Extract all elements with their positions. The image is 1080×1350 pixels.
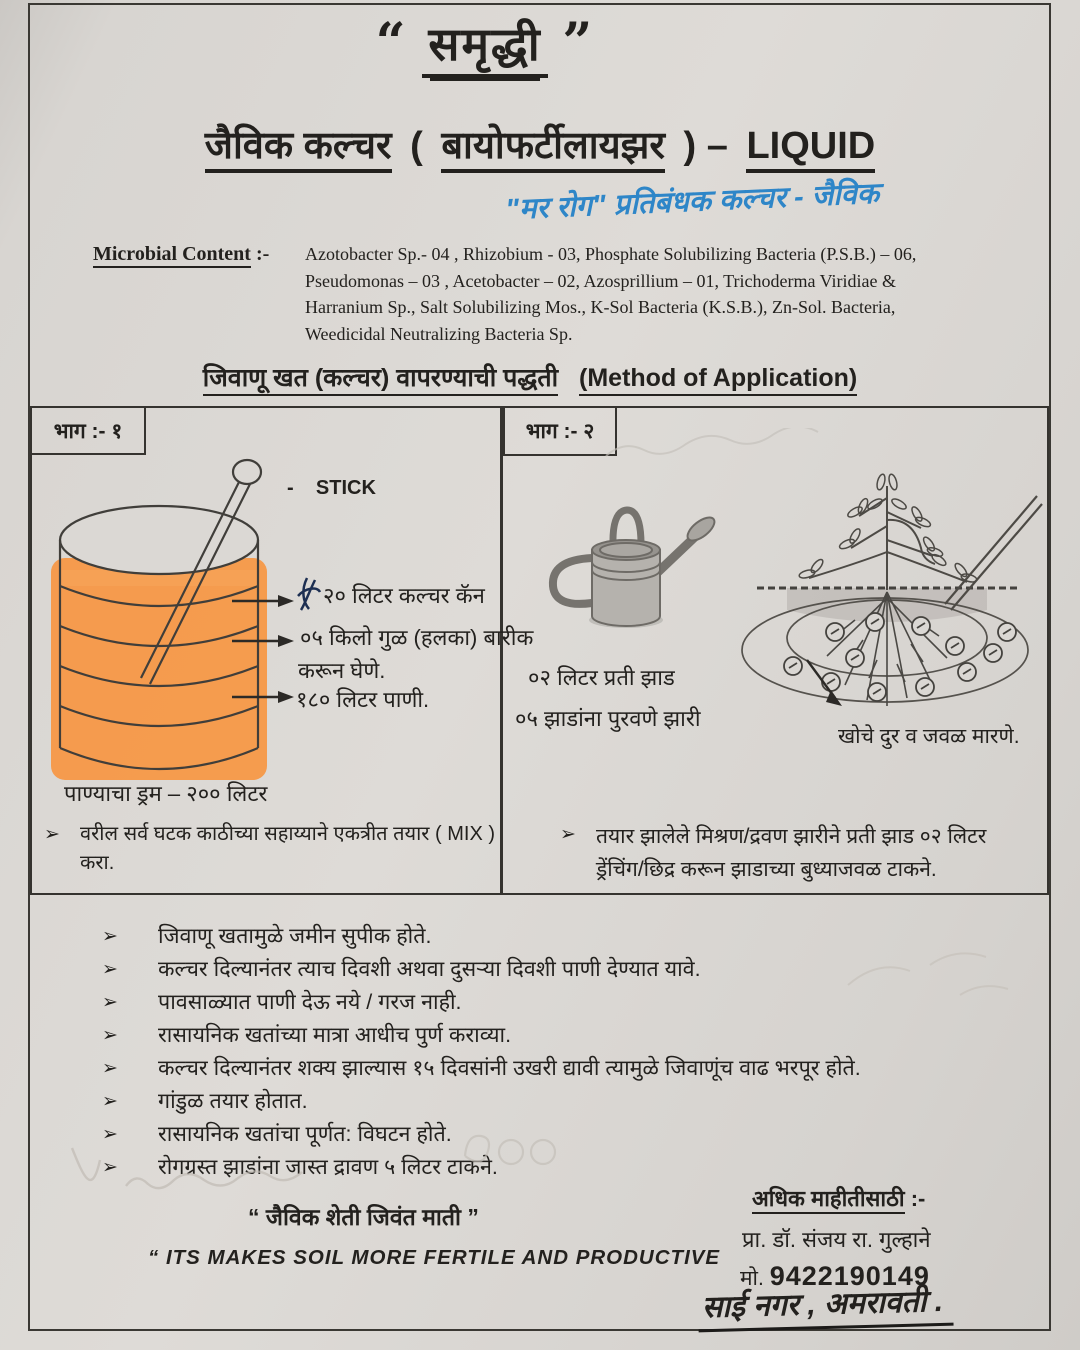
dose-label-can: ०५ झाडांना पुरवणे झारी <box>515 706 701 731</box>
microbial-line: Azotobacter Sp.- 04 , Rhizobium - 03, Phosphate Solubilizing Bacteria (P.S.B.) – 06, <box>305 244 917 264</box>
bullet-arrow-icon: ➢ <box>102 1091 118 1112</box>
orange-highlight <box>51 558 267 780</box>
contact-name: प्रा. डॉ. संजय रा. गुल्हाने <box>742 1227 931 1252</box>
microbial-content-text <box>305 241 1015 347</box>
note-item: ➢ जिवाणू खतामुळे जमीन सुपीक होते. <box>102 920 1002 953</box>
drum-label-jaggery-2: करून घेणे. <box>298 658 386 683</box>
footer-contact-heading: अधिक माहीतीसाठी :- <box>752 1183 925 1213</box>
subtitle-liquid: LIQUID <box>746 125 875 173</box>
drum-illustration <box>46 452 278 784</box>
handwritten-blue-note: "मर रोग" प्रतिबंधक कल्चर - जैविक <box>504 177 880 227</box>
close-quote: ” <box>562 12 595 73</box>
part2-instruction-line2: ड्रेंचिंग/छिद्र करून झाडाच्या बुध्याजवळ टाकने. <box>596 858 937 881</box>
method-heading <box>0 360 1070 394</box>
note-item: ➢ कल्चर दिल्यानंतर शक्य झाल्यास १५ दिवसांनी उखरी द्यावी त्यामुळे जिवाणूंच वाढ भरपूर होते. <box>102 1052 1002 1085</box>
method-heading-marathi: जिवाणू खत (कल्चर) वापरण्याची पद्धती <box>203 364 558 396</box>
plant-note: खोचे दुर व जवळ मारणे. <box>838 725 1020 748</box>
plant-illustration <box>735 460 1043 725</box>
part2-instruction <box>560 820 1030 886</box>
bullet-arrow-icon: ➢ <box>102 1157 118 1178</box>
arrow-icon <box>232 594 294 608</box>
arrow-icon <box>232 690 294 704</box>
microbial-line: Weedicidal Neutralizing Bacteria Sp. <box>305 323 573 344</box>
slogan-english: “ ITS MAKES SOIL MORE FERTILE AND PRODUCTIVE <box>148 1246 721 1269</box>
microbial-content-label: Microbial Content :- <box>93 243 269 266</box>
open-quote: “ <box>375 12 408 73</box>
note-item: ➢ रासायनिक खतांचा पूर्णत: विघटन होते. <box>102 1118 1002 1151</box>
bullet-arrow-icon: ➢ <box>102 1025 118 1046</box>
ink-scribble <box>293 576 323 612</box>
note-item: ➢ गांडुळ तयार होतात. <box>102 1085 1002 1118</box>
subtitle-marathi: जैविक कल्चर <box>205 125 392 173</box>
pencil-scribble <box>600 428 870 470</box>
pencil-scribble <box>840 925 1030 1010</box>
page-title <box>0 12 1025 74</box>
phone-number: 9422190149 <box>769 1261 930 1291</box>
subtitle-paren-close: ) – <box>683 125 728 167</box>
bullet-arrow-icon: ➢ <box>102 1124 118 1145</box>
slogan-marathi: “ जैविक शेती जिवंत माती ” <box>248 1204 479 1230</box>
microbial-line: Pseudomonas – 03 , Acetobacter – 02, Azosprillium – 01, Trichoderma Viridiae & <box>305 270 897 291</box>
method-heading-english: (Method of Application) <box>579 364 857 396</box>
part2-instruction-line1: तयार झालेले मिश्रण/द्रवण झारीने प्रती झाड ०२ लिटर <box>596 825 987 848</box>
arrow-icon <box>232 634 294 648</box>
phone-label: मो. <box>740 1267 764 1290</box>
part2-label: भाग :- २ <box>525 420 595 443</box>
part1-instruction: ➢ वरील सर्व घटक काठीच्या सहाय्याने एकत्रीत तयार ( MIX ) करा. <box>44 820 496 878</box>
drum-label-water: १८० लिटर पाणी. <box>296 687 430 712</box>
subtitle-paren-open: ( <box>410 125 423 167</box>
part1-label-box <box>30 406 146 455</box>
drum-label-culture: २० लिटर कल्चर कॅन <box>323 583 485 608</box>
bullet-arrow-icon: ➢ <box>560 824 576 845</box>
pencil-scribble <box>455 1122 565 1172</box>
stick-label: - STICK <box>287 477 376 499</box>
drum-label-jaggery: ०५ किलो गुळ (हलका) बारीक <box>300 625 534 650</box>
note-item: ➢ कल्चर दिल्यानंतर त्याच दिवशी अथवा दुसऱ्या दिवशी पाणी देण्यात यावे. <box>102 953 1002 986</box>
bullet-arrow-icon: ➢ <box>102 992 118 1013</box>
title-text: समृद्धी <box>422 18 547 78</box>
microbial-line: Harranium Sp., Salt Solubilizing Mos., K-Sol Bacteria (K.S.B.), Zn-Sol. Bacteria, <box>305 297 896 317</box>
bullet-arrow-icon: ➢ <box>102 926 118 947</box>
handwritten-address: साई नगर , अमरावती . <box>697 1279 953 1333</box>
bullet-arrow-icon: ➢ <box>44 824 60 845</box>
drum-capacity-label: पाण्याचा ड्रम – २०० लिटर <box>64 781 268 806</box>
note-item: ➢ रोगग्रस्त झाडांना जास्त द्रावण ५ लिटर टाकने. <box>102 1151 1002 1184</box>
bullet-arrow-icon: ➢ <box>102 959 118 980</box>
dose-label-per-tree: ०२ लिटर प्रती झाड <box>528 665 675 690</box>
note-item: ➢ रासायनिक खतांच्या मात्रा आधीच पुर्ण कराव्या. <box>102 1019 1002 1052</box>
subtitle-biofertilizer: बायोफर्टीलायझर <box>441 125 665 173</box>
note-item: ➢ पावसाळ्यात पाणी देऊ नये / गरज नाही. <box>102 986 1002 1019</box>
bullet-arrow-icon: ➢ <box>102 1058 118 1079</box>
pencil-scribble <box>60 1140 380 1210</box>
product-subtitle <box>0 118 1080 170</box>
watering-can-illustration <box>535 498 720 636</box>
part1-label: भाग :- १ <box>53 419 123 443</box>
